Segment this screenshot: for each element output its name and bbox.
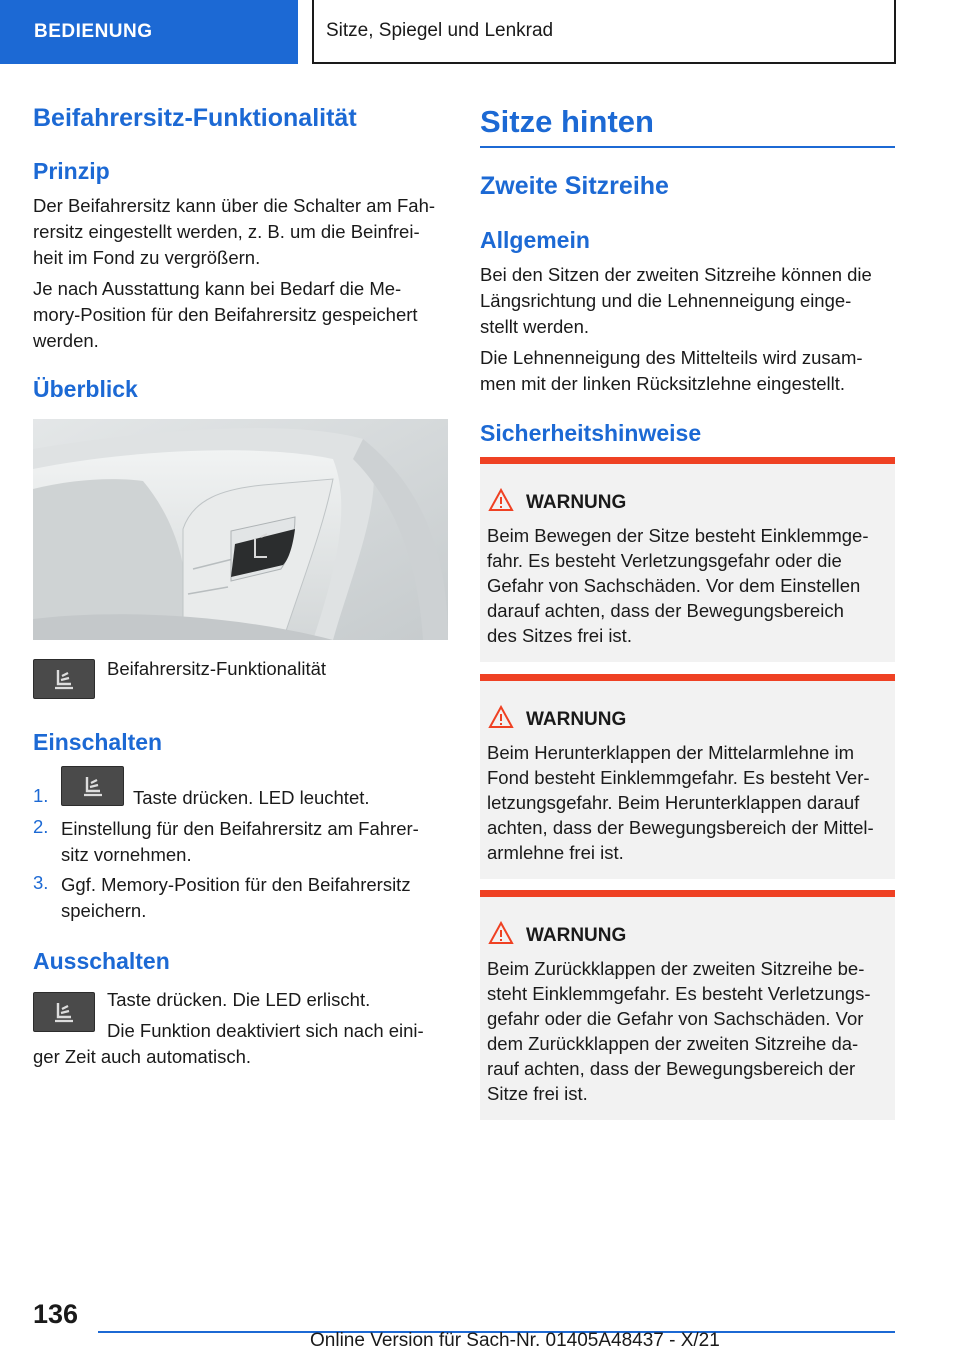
text-line: Beim Bewegen der Sitze besteht Einklemmge- <box>487 525 869 546</box>
text-line: mory-Position für den Beifahrersitz gespeichert <box>33 304 418 325</box>
ausschalten-line-1: Taste drücken. Die LED erlischt. <box>107 989 371 1010</box>
header-chapter <box>312 0 896 64</box>
text-line: Der Beifahrersitz kann über die Schalter am Fah- <box>33 195 436 216</box>
text-line: Ggf. Memory-Position für den Beifahrersitz <box>61 874 411 895</box>
text-line: Beim Zurückklappen der zweiten Sitzreihe be- <box>487 958 865 979</box>
step-number: 1. <box>33 785 49 806</box>
prinzip-paragraph-2 <box>33 276 448 354</box>
text-line: Sitze frei ist. <box>487 1083 588 1104</box>
text-line: darauf achten, dass der Bewegungsbereich <box>487 600 844 621</box>
title-rule <box>480 146 895 148</box>
ueberblick-heading: Überblick <box>33 376 138 402</box>
footer-online-text: Online Version für Sach-Nr. 01405A48437 - X/21 <box>310 1330 720 1351</box>
text-line: Die Lehnenneigung des Mittelteils wird zusam- <box>480 347 863 368</box>
text-line: speichern. <box>61 900 147 921</box>
warning-box <box>480 890 895 1120</box>
allgemein-paragraph-1 <box>480 262 895 340</box>
warning-triangle-icon <box>488 921 514 950</box>
text-line: Je nach Ausstattung kann bei Bedarf die Me- <box>33 278 402 299</box>
seat-button-icon <box>61 766 124 806</box>
prinzip-heading: Prinzip <box>33 158 110 184</box>
text-line: heit im Fond zu vergrößern. <box>33 247 261 268</box>
warning-triangle-icon <box>488 488 514 517</box>
photo-caption: Beifahrersitz-Funktionalität <box>107 658 327 679</box>
prinzip-paragraph-1 <box>33 193 448 271</box>
right-title: Sitze hinten <box>480 104 654 139</box>
warning-text <box>487 740 892 865</box>
page-number: 136 <box>33 1299 79 1329</box>
text-line: rauf achten, dass der Bewegungsbereich der <box>487 1058 856 1079</box>
step-text <box>61 816 451 868</box>
text-line: fahr. Es besteht Verletzungsgefahr oder die <box>487 550 842 571</box>
warning-triangle-icon <box>488 705 514 734</box>
text-line: Fond besteht Einklemmgefahr. Es besteht Ver- <box>487 767 870 788</box>
step-number: 2. <box>33 816 49 837</box>
chapter-label: Sitze, Spiegel und Lenkrad <box>326 20 554 41</box>
text-line: Längsrichtung und die Lehnenneigung einge- <box>480 290 852 311</box>
step-text <box>61 872 451 924</box>
text-line: stellt werden. <box>480 316 589 337</box>
safety-heading: Sicherheitshinweise <box>480 420 702 446</box>
text-line: steht Einklemmgefahr. Es besteht Verletzungs- <box>487 983 871 1004</box>
allgemein-heading: Allgemein <box>480 227 590 253</box>
right-subtitle: Zweite Sitzreihe <box>480 172 669 200</box>
warning-text <box>487 523 892 648</box>
header-section <box>0 0 298 64</box>
text-line: achten, dass der Bewegungsbereich der Mittel- <box>487 817 874 838</box>
warning-box <box>480 457 895 662</box>
step-number: 3. <box>33 872 49 893</box>
text-line: Bei den Sitzen der zweiten Sitzreihe können die <box>480 264 872 285</box>
text-line: men mit der linken Rücksitzlehne eingestellt. <box>480 373 846 394</box>
text-line: Einstellung für den Beifahrersitz am Fahrer- <box>61 818 419 839</box>
text-line: Beim Herunterklappen der Mittelarmlehne im <box>487 742 855 763</box>
text-line: armlehne frei ist. <box>487 842 624 863</box>
ausschalten-heading: Ausschalten <box>33 948 170 974</box>
ausschalten-line-3: ger Zeit auch automatisch. <box>33 1046 251 1067</box>
text-line: Gefahr von Sachschäden. Vor dem Einstellen <box>487 575 861 596</box>
ausschalten-line-2: Die Funktion deaktiviert sich nach eini- <box>107 1020 424 1041</box>
seat-button-icon <box>33 992 95 1032</box>
text-line: werden. <box>33 330 99 351</box>
text-line: des Sitzes frei ist. <box>487 625 632 646</box>
step-text: Taste drücken. LED leuchtet. <box>133 787 370 808</box>
text-line: rersitz eingestellt werden, z. B. um die Beinfrei- <box>33 221 420 242</box>
section-label: BEDIENUNG <box>34 21 153 42</box>
warning-text <box>487 956 892 1106</box>
seat-switch-photo <box>33 419 448 640</box>
text-line: letzungsgefahr. Beim Herunterklappen darauf <box>487 792 860 813</box>
warning-title: WARNUNG <box>526 492 627 513</box>
warning-box <box>480 674 895 879</box>
text-line: gefahr oder die Gefahr von Sachschäden. Vor <box>487 1008 864 1029</box>
text-line: sitz vornehmen. <box>61 844 192 865</box>
einschalten-heading: Einschalten <box>33 729 163 755</box>
left-title: Beifahrersitz-Funktionalität <box>33 104 357 132</box>
warning-title: WARNUNG <box>526 709 627 730</box>
allgemein-paragraph-2 <box>480 345 895 397</box>
warning-title: WARNUNG <box>526 925 627 946</box>
seat-button-icon <box>33 659 95 699</box>
text-line: dem Zurückklappen der zweiten Sitzreihe da- <box>487 1033 859 1054</box>
